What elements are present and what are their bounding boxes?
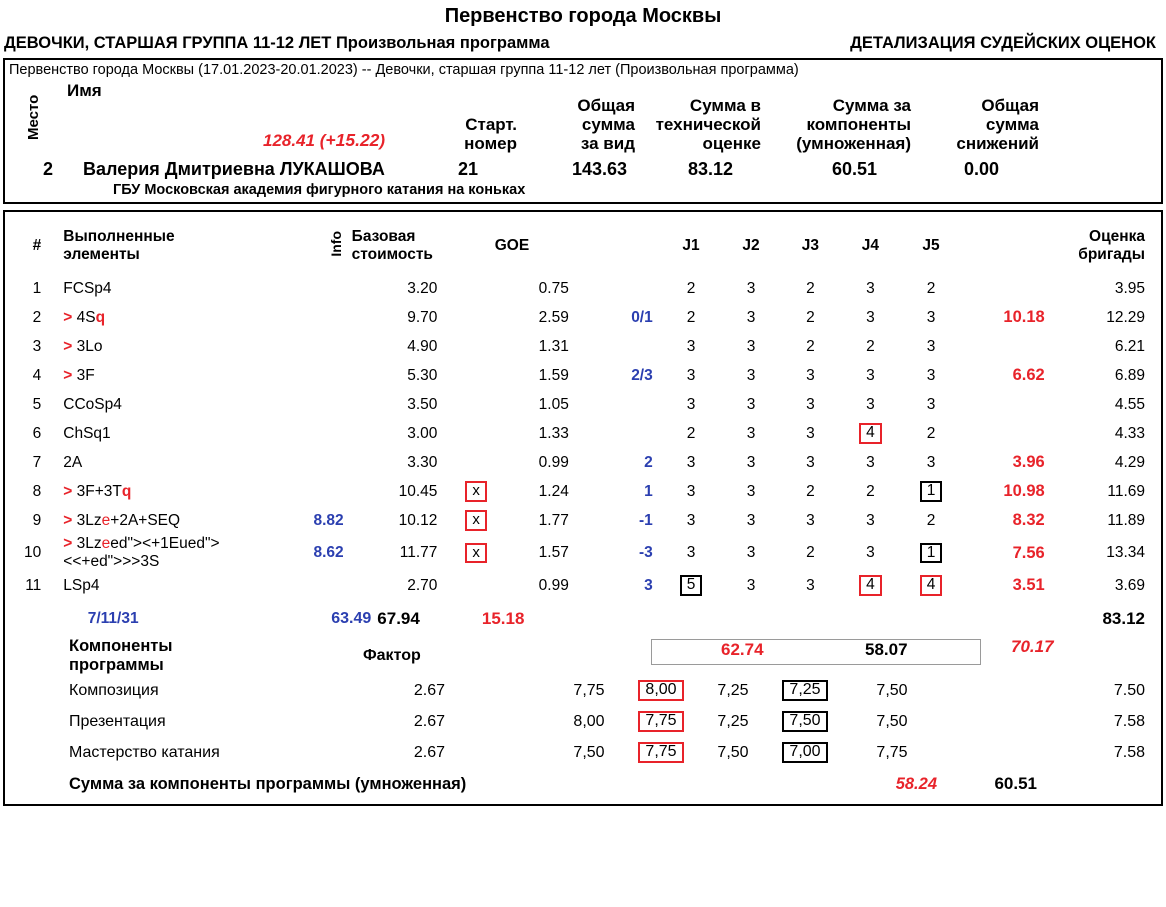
judge-goe: 3 — [806, 424, 815, 442]
table-row — [5, 448, 1161, 477]
element-goe: 1.05 — [538, 395, 569, 413]
element-base-value: 3.50 — [407, 395, 438, 413]
downgrade-marker: > — [63, 511, 77, 529]
element-number: 8 — [32, 482, 42, 500]
subtitle-row — [0, 28, 1166, 58]
judge-goe: 3 — [806, 576, 815, 594]
component-row — [5, 675, 1161, 706]
category-subtitle: ДЕВОЧКИ, СТАРШАЯ ГРУППА 11-12 ЛЕТ Произвольная программа — [4, 34, 550, 52]
component-judge-score: 7,25 — [717, 712, 749, 730]
th-judge-mark — [591, 218, 661, 274]
component-judge-score: 7,50 — [876, 681, 908, 699]
element-number: 9 — [32, 511, 42, 529]
element-base-value: 11.77 — [399, 544, 438, 561]
element-name: > 3Lzeed"><+1Eued"><<+ed">>>3S — [63, 535, 220, 570]
judge-goe: 3 — [746, 482, 756, 500]
judge-goe: 5 — [661, 571, 722, 600]
element-base-value: 10.12 — [398, 511, 438, 529]
element-info — [281, 332, 349, 361]
component-row — [5, 737, 1161, 768]
element-goe: 1.57 — [538, 544, 569, 561]
th-j5: J5 — [922, 237, 940, 254]
element-goe: 0.99 — [538, 576, 569, 594]
skater-total-segment: 143.63 — [571, 159, 627, 179]
component-judge-score: 7,25 — [769, 675, 841, 706]
element-panel-score: 12.29 — [1106, 308, 1145, 326]
element-name — [49, 477, 281, 506]
element-base-value: 3.00 — [407, 424, 438, 442]
elements-box — [3, 210, 1163, 806]
skater-header-box — [3, 58, 1163, 204]
components-title-row — [5, 637, 1161, 675]
judge-goe: 2 — [866, 337, 875, 355]
component-factor: 2.67 — [413, 712, 445, 730]
judge-goe: 4 — [901, 571, 962, 600]
element-code: 3Lze+2A+SEQ — [76, 511, 181, 529]
downgrade-marker: > — [63, 535, 77, 552]
component-side-note: 70.17 — [1011, 637, 1054, 656]
components-table — [5, 637, 1161, 800]
element-panel-score: 3.95 — [1114, 279, 1145, 297]
judge-goe: 3 — [746, 337, 756, 355]
element-panel-score: 6.21 — [1114, 337, 1145, 355]
component-judge-score: 7,00 — [769, 737, 841, 768]
element-base-value: 2.70 — [407, 576, 438, 594]
element-info-mark: -3 — [638, 544, 653, 561]
element-red-note: 7.56 — [1012, 543, 1045, 562]
elements-totals-table — [5, 602, 1161, 631]
th-info: Info — [327, 230, 344, 257]
element-name — [49, 506, 281, 535]
header-place-cell — [5, 81, 61, 153]
element-info-mark: 3 — [644, 576, 653, 594]
judge-goe: 3 — [926, 308, 936, 326]
downgrade-marker: > — [63, 482, 77, 500]
element-number: 11 — [25, 576, 42, 594]
element-bonus-x — [463, 571, 488, 600]
previous-score-delta: +15.22 — [325, 130, 380, 150]
element-code: 3F+3T — [76, 482, 122, 500]
table-row — [5, 303, 1161, 332]
component-factor: 2.67 — [413, 681, 445, 699]
component-judge-score: 7,50 — [717, 743, 749, 761]
header-deductions: Общая сумма снижений — [956, 95, 1039, 153]
judge-goe: 3 — [746, 424, 756, 442]
element-goe: 0.99 — [538, 453, 569, 471]
components-final-row — [5, 768, 1161, 800]
downgrade-marker: > — [63, 337, 77, 355]
element-base-value: 5.30 — [407, 366, 438, 384]
element-panel-score: 13.34 — [1106, 544, 1145, 561]
judge-goe: 3 — [866, 453, 875, 471]
element-panel-score: 3.69 — [1114, 576, 1145, 594]
th-goe: GOE — [494, 237, 530, 254]
components-final-label: Сумма за компоненты программы (умноженная) — [69, 774, 467, 793]
judge-goe: 3 — [926, 366, 936, 384]
element-info — [281, 419, 349, 448]
element-name — [49, 274, 281, 303]
th-j1: J1 — [682, 237, 700, 254]
component-judge-score: 8,00 — [625, 675, 697, 706]
element-goe: 1.24 — [538, 482, 569, 500]
component-name: Презентация — [69, 712, 166, 730]
th-panel-score: Оценка бригады — [1078, 228, 1145, 263]
element-red-note — [961, 332, 1058, 361]
element-goe: 1.31 — [538, 337, 569, 355]
element-base-value: 3.30 — [407, 453, 438, 471]
elements-table-body — [5, 274, 1161, 600]
element-code: ChSq1 — [63, 424, 111, 442]
table-row — [5, 419, 1161, 448]
element-info: 8.82 — [313, 511, 344, 529]
component-judge-score: 7,50 — [876, 712, 908, 730]
element-code: LSp4 — [63, 576, 100, 594]
skater-start-number: 21 — [457, 159, 479, 179]
elements-table-head — [5, 218, 1161, 274]
component-bar — [651, 639, 981, 665]
element-bonus-x — [463, 303, 488, 332]
deduction-counts: 7/11/31 — [87, 609, 139, 627]
element-info — [281, 477, 349, 506]
element-panel-score: 11.69 — [1107, 482, 1145, 500]
judge-goe: 2 — [686, 308, 696, 326]
element-info — [281, 571, 349, 600]
element-info — [281, 274, 349, 303]
table-row — [5, 477, 1161, 506]
report-subtitle: ДЕТАЛИЗАЦИЯ СУДЕЙСКИХ ОЦЕНОК — [850, 34, 1156, 52]
element-number: 1 — [32, 279, 42, 297]
th-j3: J3 — [801, 237, 820, 254]
component-name: Мастерство катания — [69, 743, 220, 761]
element-code: CCoSp4 — [63, 395, 122, 413]
element-red-note: 10.98 — [1003, 482, 1045, 500]
judge-goe: 3 — [686, 453, 696, 471]
element-name — [49, 448, 281, 477]
element-bonus-x — [463, 390, 488, 419]
element-info — [281, 361, 349, 390]
skater-name: Валерия Дмитриевна ЛУКАШОВА — [83, 159, 385, 179]
element-number: 5 — [32, 395, 42, 413]
element-number: 7 — [32, 453, 42, 471]
header-columns — [5, 79, 1161, 153]
judge-goe: 1 — [901, 477, 962, 506]
element-info-mark: 1 — [644, 482, 653, 500]
element-name — [49, 332, 281, 361]
header-component-score: Сумма за компоненты (умноженная) — [796, 95, 911, 153]
skater-component-score: 60.51 — [831, 159, 877, 179]
judge-goe: 3 — [686, 395, 696, 413]
components-final-value: 60.51 — [994, 774, 1037, 793]
judge-goe: 3 — [926, 337, 936, 355]
element-info-mark: 2 — [644, 453, 653, 471]
table-row — [5, 332, 1161, 361]
component-panel-score: 7.58 — [1113, 743, 1145, 761]
th-j4: J4 — [861, 237, 880, 254]
judge-goe: 2 — [926, 511, 936, 529]
judge-goe: 3 — [926, 395, 936, 413]
element-red-note: 10.18 — [1003, 308, 1045, 326]
element-goe: 1.59 — [538, 366, 569, 384]
judge-goe: 3 — [746, 544, 756, 561]
element-bonus-x — [463, 419, 488, 448]
table-row — [5, 361, 1161, 390]
element-info-mark — [591, 390, 661, 419]
element-info: 8.62 — [313, 544, 344, 561]
header-name: Имя — [67, 81, 102, 100]
judge-goe: 3 — [806, 395, 815, 413]
judge-goe: 3 — [806, 366, 815, 384]
element-number: 2 — [32, 308, 42, 326]
element-number: 3 — [32, 337, 42, 355]
element-goe: 1.33 — [538, 424, 569, 442]
page-title: Первенство города Москвы — [444, 5, 722, 27]
element-panel-score: 11.89 — [1107, 511, 1145, 529]
judge-goe: 3 — [866, 544, 875, 561]
judge-goe: 3 — [746, 395, 756, 413]
components-body — [5, 675, 1161, 768]
element-bonus-x — [463, 361, 488, 390]
element-info-mark: -1 — [638, 511, 653, 529]
judge-goe: 3 — [866, 366, 875, 384]
component-row — [5, 706, 1161, 737]
element-red-note — [961, 390, 1058, 419]
judge-goe: 2 — [806, 482, 815, 500]
base-value-total: 67.94 — [377, 608, 420, 628]
element-info — [281, 448, 349, 477]
element-info-mark — [591, 274, 661, 303]
judge-goe: 3 — [746, 308, 756, 326]
element-number: 10 — [24, 544, 42, 561]
judge-goe: 3 — [686, 544, 696, 561]
element-suffix: q — [95, 308, 106, 326]
element-bonus-x: x — [463, 535, 488, 571]
element-panel-score: 4.55 — [1114, 395, 1145, 413]
skater-tech-score: 83.12 — [687, 159, 733, 179]
element-base-value: 3.20 — [407, 279, 438, 297]
element-code: 3Lo — [76, 337, 103, 355]
judge-goe: 2 — [686, 424, 696, 442]
element-red-note: 8.32 — [1012, 511, 1045, 529]
judge-goe: 3 — [806, 511, 815, 529]
header-start-number: Старт. номер — [464, 114, 517, 153]
judge-goe: 3 — [686, 337, 696, 355]
skater-deductions: 0.00 — [963, 159, 999, 179]
element-code: FCSp4 — [63, 279, 112, 297]
judge-goe: 3 — [746, 279, 756, 297]
goe-total: 15.18 — [481, 608, 525, 628]
element-red-note — [961, 419, 1058, 448]
header-tech-score: Сумма в технической оценке — [655, 95, 761, 153]
element-goe: 2.59 — [538, 308, 569, 326]
table-row — [5, 535, 1161, 571]
element-code: 2A — [63, 453, 83, 471]
header-total-segment: Общая сумма за вид — [577, 95, 635, 153]
component-judge-score: 7,50 — [573, 743, 605, 761]
components-title: Компоненты программы — [69, 637, 173, 674]
component-judge-score: 7,25 — [717, 681, 749, 699]
element-bonus-x — [463, 274, 488, 303]
element-name — [49, 303, 281, 332]
element-name — [49, 390, 281, 419]
component-panel-score: 7.58 — [1113, 712, 1145, 730]
elements-table — [5, 218, 1161, 600]
judge-goe: 2 — [806, 279, 815, 297]
previous-score-close: ) — [379, 131, 386, 150]
element-goe: 1.77 — [538, 511, 569, 529]
element-name — [49, 571, 281, 600]
previous-score — [263, 130, 385, 151]
judge-goe: 2 — [866, 482, 875, 500]
element-red-note — [961, 274, 1058, 303]
previous-score-value: 128.41 ( — [263, 131, 326, 150]
component-panel-score: 7.50 — [1113, 681, 1145, 699]
th-j2: J2 — [742, 237, 760, 254]
judge-goe: 2 — [926, 424, 936, 442]
element-base-value: 4.90 — [407, 337, 438, 355]
judge-goe: 3 — [746, 511, 756, 529]
element-bonus-x — [463, 332, 488, 361]
element-name — [49, 419, 281, 448]
judge-goe: 3 — [926, 453, 936, 471]
component-bar-red-value: 62.74 — [721, 640, 764, 659]
judge-goe: 3 — [866, 279, 875, 297]
judge-goe: 4 — [840, 571, 901, 600]
judge-goe: 3 — [746, 576, 756, 594]
component-name: Композиция — [69, 681, 159, 699]
element-bonus-x: x — [463, 477, 488, 506]
table-row — [5, 506, 1161, 535]
element-panel-score: 4.33 — [1114, 424, 1145, 442]
downgrade-marker: > — [63, 308, 77, 326]
downgrade-marker: > — [63, 366, 77, 384]
element-red-note: 3.51 — [1012, 576, 1045, 594]
element-goe: 0.75 — [538, 279, 569, 297]
judge-goe: 3 — [686, 366, 696, 384]
table-row — [5, 390, 1161, 419]
element-info-mark: 2/3 — [631, 366, 653, 384]
element-name — [49, 361, 281, 390]
judge-goe: 2 — [806, 308, 815, 326]
judge-goe: 2 — [806, 544, 815, 561]
judge-goe: 1 — [901, 535, 962, 571]
th-base-value: Базовая стоимость — [351, 228, 433, 263]
event-line: Первенство города Москвы (17.01.2023-20.01.2023) -- Девочки, старшая группа 11-12 лет (Произвольная программа) — [9, 62, 799, 78]
element-suffix: q — [121, 482, 132, 500]
judge-goe: 3 — [746, 453, 756, 471]
element-code: 3Lzeed">< — [76, 535, 152, 552]
element-bonus-x — [463, 448, 488, 477]
factor-label: Фактор — [363, 647, 421, 664]
element-base-value: 9.70 — [407, 308, 438, 326]
judge-goe: 2 — [806, 337, 815, 355]
component-bar-black-value: 58.07 — [865, 640, 908, 659]
element-panel-score: 4.29 — [1114, 453, 1145, 471]
element-red-note: 6.62 — [1012, 366, 1045, 384]
element-red-note: 3.96 — [1012, 453, 1045, 471]
base-value-blue: 63.49 — [331, 609, 372, 627]
th-number: # — [32, 237, 42, 254]
table-row — [5, 274, 1161, 303]
element-info-mark: 0/1 — [631, 308, 653, 326]
element-number: 6 — [32, 424, 42, 442]
judge-goe: 3 — [866, 308, 875, 326]
element-info — [281, 390, 349, 419]
th-elements: Выполненные элементы — [63, 228, 175, 263]
judge-goe: 3 — [746, 366, 756, 384]
element-bonus-x: x — [463, 506, 488, 535]
component-judge-score: 8,00 — [573, 712, 605, 730]
element-info-mark — [591, 332, 661, 361]
element-number: 4 — [32, 366, 42, 384]
component-judge-score: 7,75 — [573, 681, 605, 699]
element-code: 3F — [76, 366, 95, 384]
element-info-mark — [591, 419, 661, 448]
element-base-value: 10.45 — [398, 482, 438, 500]
components-final-note: 58.24 — [895, 774, 937, 793]
skater-club: ГБУ Московская академия фигурного катания на коньках — [113, 182, 526, 198]
component-judge-score: 7,75 — [876, 743, 908, 761]
skater-row — [5, 153, 1161, 180]
th-red-col — [961, 218, 1058, 274]
element-info — [281, 303, 349, 332]
judge-goe: 3 — [866, 395, 875, 413]
skater-rank: 2 — [42, 159, 53, 179]
component-judge-score: 7,75 — [625, 737, 697, 768]
judge-goe: 3 — [686, 482, 696, 500]
element-panel-score: 6.89 — [1114, 366, 1145, 384]
table-row — [5, 571, 1161, 600]
judge-goe: 3 — [866, 511, 875, 529]
totals-row — [5, 602, 1161, 631]
judge-goe: 3 — [806, 453, 815, 471]
judge-goe: 3 — [686, 511, 696, 529]
component-judge-score: 7,75 — [625, 706, 697, 737]
component-factor: 2.67 — [413, 743, 445, 761]
th-info-wrap — [281, 218, 349, 274]
element-code: 4S — [76, 308, 96, 326]
judge-goe: 2 — [686, 279, 696, 297]
component-judge-score: 7,50 — [769, 706, 841, 737]
header-place: Место — [25, 94, 42, 140]
tech-total: 83.12 — [1102, 608, 1145, 628]
judge-goe: 4 — [840, 419, 901, 448]
judge-goe: 2 — [926, 279, 936, 297]
